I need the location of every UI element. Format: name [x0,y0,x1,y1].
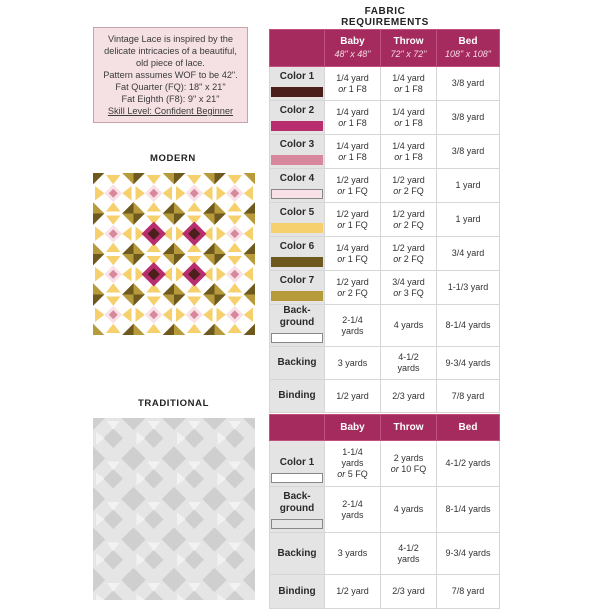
size-header [437,30,500,67]
yardage-line: 8-1/4 yards [445,320,491,330]
yardage-line: or 1 F8 [338,151,367,162]
size-name: Throw [393,421,424,433]
modern-label: MODERN [150,153,196,164]
yardage-line: 1 yard [455,214,481,224]
yardage-line: 2-1/4 [342,498,363,509]
header-blank [270,415,325,441]
yardage-line: 7/8 yard [451,390,485,401]
color-swatch [271,291,323,301]
fabric-label-cell [270,487,325,533]
fabric-label-cell [270,203,325,237]
color-swatch [271,189,323,199]
size-name: Bed [458,421,478,433]
yardage-line: 9-3/4 yards [445,548,491,558]
yardage-cell [325,533,381,575]
yardage-cell [437,347,500,380]
fabric-row [270,347,500,380]
yardage-cell [381,487,437,533]
size-name: Bed [458,36,478,47]
traditional-label: TRADITIONAL [138,398,209,409]
fabric-label: Binding [278,390,316,401]
color-swatch [271,121,323,131]
yardage-cell [437,101,500,135]
yardage-cell [325,67,381,101]
yardage-line: 1-1/4 [342,447,363,457]
fabric-row [270,67,500,101]
size-header [325,30,381,67]
size-dimensions: 108" x 108" [445,49,491,59]
yardage-line: 2-1/4 [342,314,363,325]
fabric-row [270,533,500,575]
fabric-label: Backing [277,357,317,368]
yardage-line: or 1 FQ [337,185,368,196]
yardage-cell [381,533,437,575]
size-header [381,30,437,67]
fabric-label-cell [270,380,325,413]
yardage-line: yards [341,509,364,520]
size-dimensions: 72" x 72" [390,49,427,59]
info-line: Fat Quarter (FQ): 18" x 21" [115,82,226,92]
yardage-cell [381,135,437,169]
size-header [437,415,500,441]
color-swatch [271,257,323,267]
size-header [381,415,437,441]
yardage-line: 1-1/3 yard [447,282,489,292]
header-blank [270,30,325,67]
yardage-cell [325,305,381,347]
yardage-line: 2/3 yard [392,586,425,596]
fabric-label-cell [270,101,325,135]
fabric-label: ground [279,317,315,328]
yardage-cell [381,203,437,237]
yardage-line: 3/8 yard [451,78,485,88]
yardage-line: 2 yards [393,452,424,463]
size-name: Throw [393,36,424,47]
yardage-cell [437,575,500,609]
yardage-cell [325,575,381,609]
yardage-line: 1/4 yard [392,140,425,151]
info-line: Fat Eighth (F8): 9" x 21" [121,94,220,104]
yardage-line: 1/4 yard [392,106,425,117]
yardage-cell [325,135,381,169]
fabric-label-cell [270,237,325,271]
yardage-line: 1/4 yard [336,140,369,151]
fabric-row [270,237,500,271]
size-name: Baby [340,421,365,433]
fabric-row [270,441,500,487]
info-line: Pattern assumes WOF to be 42". [103,70,238,80]
yardage-cell [381,347,437,380]
info-line: Vintage Lace is inspired by the [108,34,233,44]
info-line: delicate intricacies of a beautiful, [104,46,237,56]
yardage-line: 3/8 yard [451,112,485,122]
yardage-line: 1/2 yard [336,208,369,219]
yardage-line: 1/2 yard [336,174,369,185]
fabric-label-cell [270,169,325,203]
yardage-line: or 1 FQ [337,253,368,264]
yardage-line: 1/2 yard [336,586,369,596]
yardage-line: yards [397,363,420,373]
yardage-line: 1/2 yard [336,390,369,401]
yardage-line: or 5 FQ [337,469,368,479]
yardage-cell [437,441,500,487]
yardage-cell [437,271,500,305]
yardage-cell [437,135,500,169]
fabric-row [270,487,500,533]
size-dimensions: 48" x 48" [334,49,371,59]
fabric-label: Color 6 [279,241,315,252]
fabric-label-cell [270,305,325,347]
fabric-label-cell [270,271,325,305]
fabric-label: Back- [283,305,311,316]
fabric-row [270,101,500,135]
yardage-line: or 1 FQ [337,219,368,230]
fabric-row [270,575,500,609]
fabric-row [270,305,500,347]
yardage-line: 3 yards [337,548,368,558]
yardage-cell [381,169,437,203]
color-swatch [271,223,323,233]
color-swatch [271,519,323,529]
yardage-line: or 1 F8 [394,83,423,94]
yardage-cell [381,305,437,347]
yardage-line: or 1 F8 [394,117,423,128]
size-name: Baby [340,36,365,47]
yardage-cell [325,271,381,305]
yardage-line: 4 yards [393,504,424,514]
fabric-row [270,380,500,413]
fabric-label-cell [270,575,325,609]
yardage-cell [381,271,437,305]
yardage-line: or 1 F8 [338,83,367,94]
fabric-label: Binding [278,585,316,597]
yardage-line: 1/4 yard [336,242,369,253]
yardage-line: or 2 FQ [393,185,424,196]
fabric-table-modern [269,29,500,413]
yardage-line: 3/4 yard [392,276,425,287]
yardage-cell [437,169,500,203]
fabric-label: Color 2 [279,105,315,116]
yardage-line: 1 yard [455,180,481,190]
fabric-label: ground [279,503,315,514]
fabric-table-traditional [269,414,500,609]
fabric-label: Backing [277,547,317,559]
yardage-line: or 3 FQ [393,287,424,298]
yardage-line: 1/4 yard [336,72,369,83]
pattern-info-box [93,27,248,123]
yardage-line: 1/4 yard [392,72,425,83]
yardage-line: 1/2 yard [336,276,369,287]
skill-level: Skill Level: Confident Beginner [107,106,234,116]
yardage-cell [381,380,437,413]
color-swatch [271,473,323,483]
yardage-cell [381,101,437,135]
yardage-cell [437,203,500,237]
yardage-line: 3/8 yard [451,146,485,156]
yardage-line: 8-1/4 yards [445,504,491,514]
yardage-line: or 1 F8 [394,151,423,162]
fabric-requirements-title: FABRIC REQUIREMENTS [341,6,429,28]
yardage-line: 1/2 yard [392,174,425,185]
fabric-label-cell [270,135,325,169]
yardage-line: 2/3 yard [392,390,425,401]
yardage-cell [437,67,500,101]
yardage-line: or 2 FQ [393,253,424,264]
fabric-label: Color 7 [279,275,315,286]
color-swatch [271,87,323,97]
yardage-cell [437,533,500,575]
yardage-line: yards [397,553,420,564]
yardage-cell [325,203,381,237]
yardage-cell [437,237,500,271]
yardage-cell [381,575,437,609]
info-line: old piece of lace. [136,58,205,68]
fabric-label-cell [270,67,325,101]
color-swatch [271,333,323,343]
fabric-label: Color 5 [279,207,315,218]
yardage-line: 3/4 yard [451,248,485,258]
yardage-line: or 2 FQ [393,219,424,230]
fabric-row [270,169,500,203]
color-swatch [271,155,323,165]
fabric-row [270,271,500,305]
modern-quilt-image [93,173,255,335]
traditional-quilt-image [93,418,255,600]
yardage-line: 3 yards [337,357,368,368]
fabric-label: Color 1 [279,71,315,82]
size-header [325,415,381,441]
yardage-line: 9-3/4 yards [445,357,491,368]
yardage-cell [381,237,437,271]
fabric-label: Back- [283,491,311,502]
yardage-cell [437,305,500,347]
yardage-line: yards [341,325,364,336]
yardage-cell [437,487,500,533]
yardage-line: 4-1/2 [398,352,419,362]
fabric-label-cell [270,347,325,380]
fabric-label-cell [270,533,325,575]
yardage-cell [325,380,381,413]
yardage-line: 1/2 yard [392,208,425,219]
fabric-label: Color 3 [279,139,315,150]
yardage-cell [381,441,437,487]
yardage-cell [325,237,381,271]
yardage-cell [325,169,381,203]
yardage-cell [325,487,381,533]
fabric-label-cell [270,441,325,487]
yardage-line: 1/2 yard [392,242,425,253]
yardage-line: 7/8 yard [451,586,485,596]
yardage-line: or 10 FQ [390,463,427,474]
yardage-cell [325,101,381,135]
yardage-cell [325,347,381,380]
fabric-label: Color 4 [279,173,315,184]
yardage-cell [437,380,500,413]
yardage-cell [381,67,437,101]
yardage-line: yards [341,458,364,468]
fabric-label: Color 1 [279,457,315,468]
yardage-line: 4-1/2 [398,542,419,553]
yardage-line: 4 yards [393,320,424,330]
fabric-row [270,135,500,169]
yardage-line: 1/4 yard [336,106,369,117]
yardage-cell [325,441,381,487]
yardage-line: 4-1/2 yards [445,458,491,468]
fabric-row [270,203,500,237]
yardage-line: or 1 F8 [338,117,367,128]
yardage-line: or 2 FQ [337,287,368,298]
